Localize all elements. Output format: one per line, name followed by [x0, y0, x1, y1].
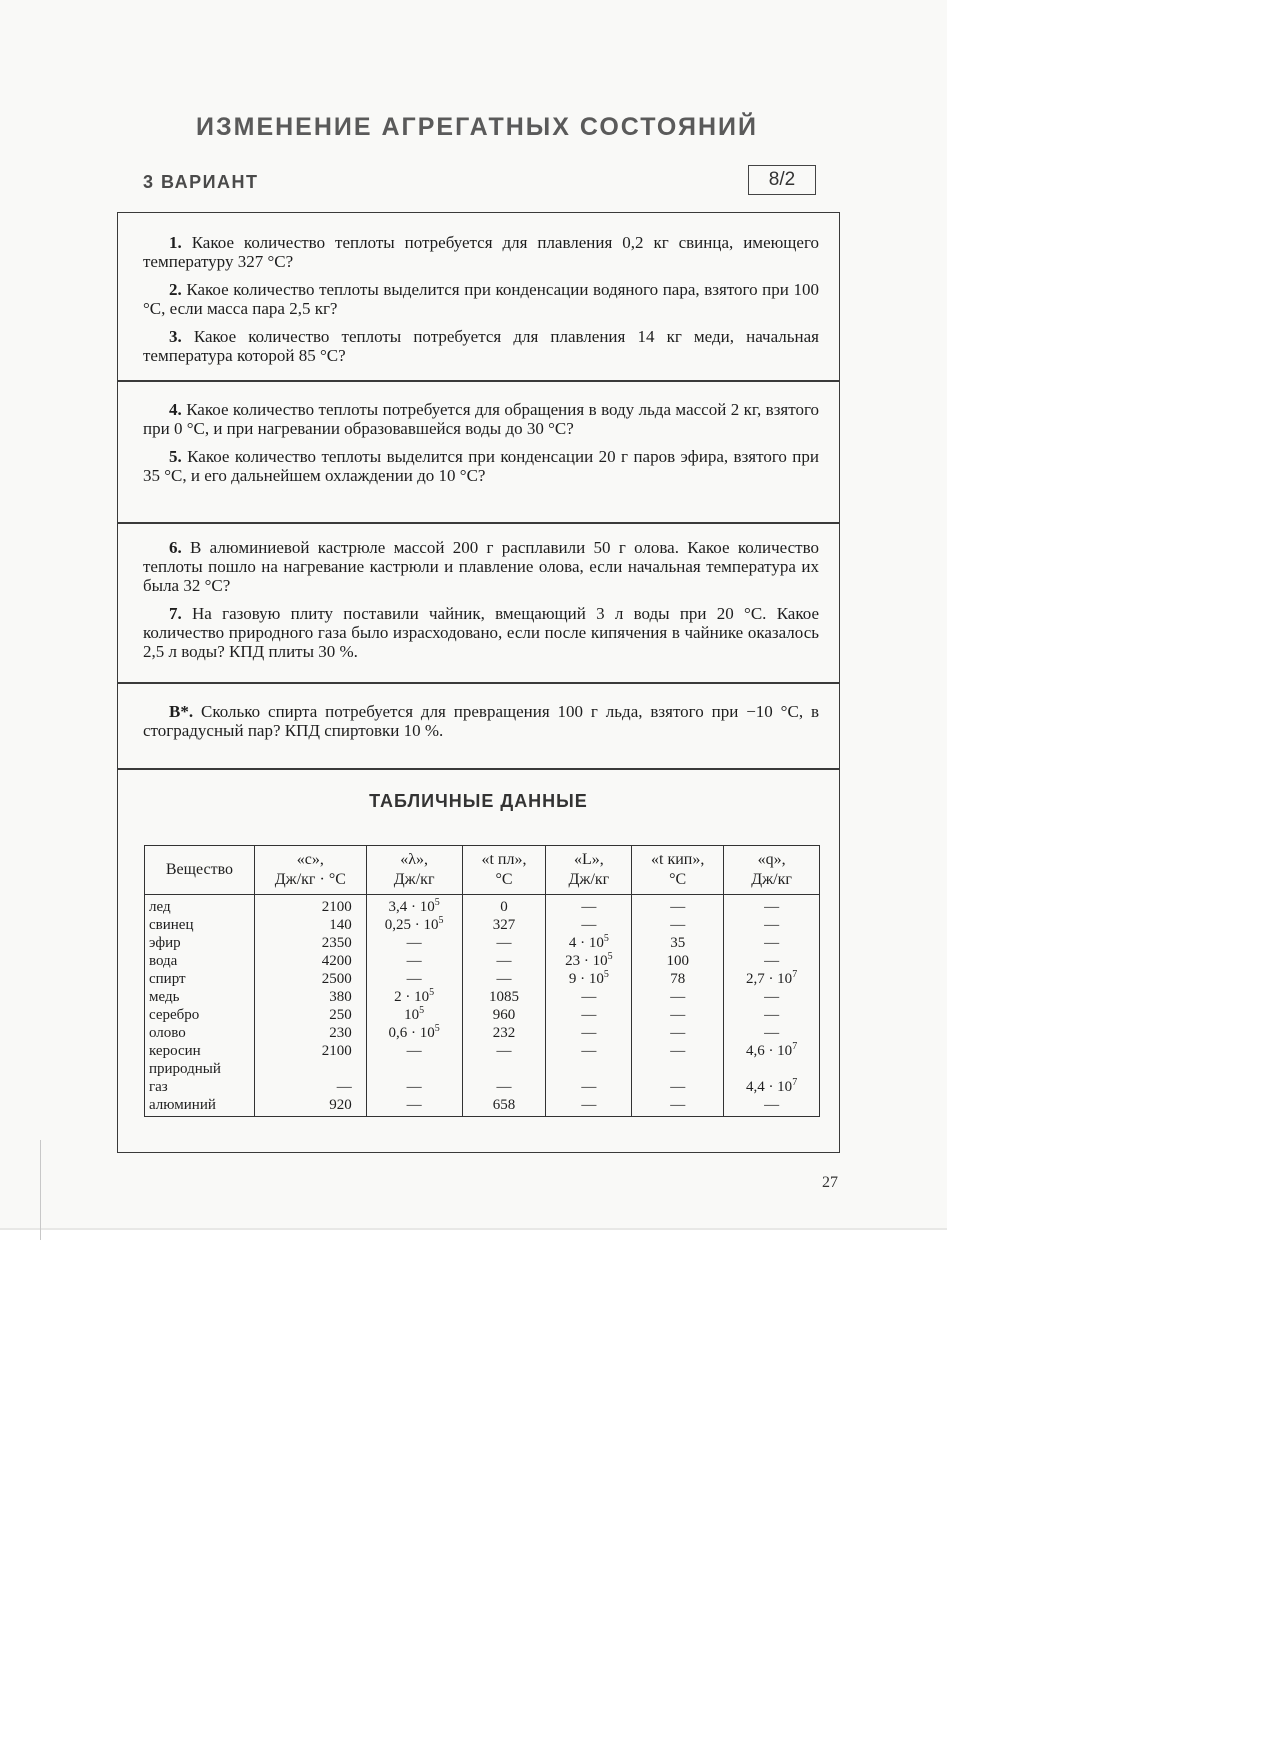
- task-group-4: [143, 702, 819, 749]
- table-cell: —: [366, 1096, 462, 1117]
- table-row: [145, 1096, 820, 1117]
- table-row: [145, 1006, 820, 1024]
- table-cell: $23 \cdot 10^5$: [546, 952, 632, 970]
- column-header: Вещество: [145, 846, 255, 895]
- table-cell: —: [366, 970, 462, 988]
- table-cell: —: [632, 1096, 724, 1117]
- table-cell: —: [366, 934, 462, 952]
- table-cell: серебро: [145, 1006, 255, 1024]
- table-cell: —: [366, 1078, 462, 1096]
- table-cell: [366, 1060, 462, 1078]
- table-cell: 960: [462, 1006, 546, 1024]
- column-header: «t кип», °С: [632, 846, 724, 895]
- task-item: 1. Какое количество теплоты потребуется для плавления 0,2 кг свинца, имеющего температуру 327 °С?: [143, 233, 819, 271]
- table-cell: —: [546, 1006, 632, 1024]
- table-cell: 658: [462, 1096, 546, 1117]
- table-cell: —: [632, 1042, 724, 1060]
- column-header: «λ», Дж/кг: [366, 846, 462, 895]
- table-cell: —: [546, 916, 632, 934]
- table-cell: 4200: [254, 952, 366, 970]
- table-cell: $3,4 \cdot 10^5$: [366, 895, 462, 917]
- table-cell: —: [462, 970, 546, 988]
- task-item: 4. Какое количество теплоты потребуется для обращения в воду льда массой 2 кг, взятого при 0 °С, и при нагревании образовавшейся воды до 30 °С?: [143, 400, 819, 438]
- page-edge: [0, 1228, 947, 1230]
- table-row: [145, 1060, 820, 1078]
- table-cell: 230: [254, 1024, 366, 1042]
- table-cell: —: [724, 1096, 820, 1117]
- table-cell: —: [546, 895, 632, 917]
- table-cell: 2100: [254, 1042, 366, 1060]
- table-cell: 140: [254, 916, 366, 934]
- task-item: 6. В алюминиевой кастрюле массой 200 г расплавили 50 г олова. Какое количество теплоты пошло на нагревание кастрюли и плавление олова, если начальная температура их была 32 °С?: [143, 538, 819, 595]
- table-cell: 0: [462, 895, 546, 917]
- table-cell: $10^5$: [366, 1006, 462, 1024]
- table-cell: [632, 1060, 724, 1078]
- table-row: [145, 970, 820, 988]
- table-row: [145, 952, 820, 970]
- table-title: ТАБЛИЧНЫЕ ДАННЫЕ: [369, 791, 588, 811]
- table-row: [145, 934, 820, 952]
- table-cell: [254, 1060, 366, 1078]
- table-cell: —: [546, 1078, 632, 1096]
- table-cell: медь: [145, 988, 255, 1006]
- table-cell: [462, 1060, 546, 1078]
- table-cell: —: [366, 952, 462, 970]
- section-divider: [117, 682, 840, 684]
- table-cell: керосин: [145, 1042, 255, 1060]
- table-cell: —: [724, 988, 820, 1006]
- table-cell: —: [546, 988, 632, 1006]
- column-header: «t пл», °С: [462, 846, 546, 895]
- task-group-3: [143, 538, 819, 670]
- table-cell: 35: [632, 934, 724, 952]
- task-group-2: [143, 400, 819, 494]
- margin-mark: [40, 1140, 41, 1240]
- table-cell: —: [724, 1024, 820, 1042]
- table-cell: —: [462, 952, 546, 970]
- table-cell: спирт: [145, 970, 255, 988]
- table-cell: —: [546, 1042, 632, 1060]
- table-cell: $4 \cdot 10^5$: [546, 934, 632, 952]
- table-cell: —: [546, 1096, 632, 1117]
- table-cell: свинец: [145, 916, 255, 934]
- table-cell: [546, 1060, 632, 1078]
- table-cell: —: [632, 895, 724, 917]
- column-header: «c», Дж/кг · °С: [254, 846, 366, 895]
- table-cell: эфир: [145, 934, 255, 952]
- table-cell: —: [724, 895, 820, 917]
- section-divider: [117, 768, 840, 770]
- table-cell: [724, 1060, 820, 1078]
- table-cell: $2,7 \cdot 10^7$: [724, 970, 820, 988]
- table-row: [145, 988, 820, 1006]
- table-cell: $0,6 \cdot 10^5$: [366, 1024, 462, 1042]
- table-cell: —: [724, 916, 820, 934]
- table-cell: $2 \cdot 10^5$: [366, 988, 462, 1006]
- task-item: 2. Какое количество теплоты выделится при конденсации водяного пара, взятого при 100 °С, если масса пара 2,5 кг?: [143, 280, 820, 318]
- table-cell: 380: [254, 988, 366, 1006]
- table-cell: 2100: [254, 895, 366, 917]
- table-cell: алюминий: [145, 1096, 255, 1117]
- table-cell: 2500: [254, 970, 366, 988]
- task-item: 3. Какое количество теплоты потребуется для плавления 14 кг меди, начальная температура которой 85 °С?: [143, 327, 819, 365]
- table-cell: $9 \cdot 10^5$: [546, 970, 632, 988]
- table-cell: —: [254, 1078, 366, 1096]
- table-cell: —: [366, 1042, 462, 1060]
- table-cell: 100: [632, 952, 724, 970]
- table-cell: 232: [462, 1024, 546, 1042]
- table-cell: природный: [145, 1060, 255, 1078]
- column-header: «q», Дж/кг: [724, 846, 820, 895]
- table-cell: —: [632, 1078, 724, 1096]
- variant-label: 3 ВАРИАНТ: [143, 172, 259, 192]
- table-cell: 1085: [462, 988, 546, 1006]
- table-cell: —: [724, 934, 820, 952]
- table-cell: —: [632, 1024, 724, 1042]
- table-body: [145, 895, 820, 1117]
- table-cell: олово: [145, 1024, 255, 1042]
- task-item: 7. На газовую плиту поставили чайник, вмещающий 3 л воды при 20 °С. Какое количество природного газа было израсходовано, если после кипячения в чайнике оказалось 2,5 л воды? КПД плиты 30 %.: [143, 604, 819, 661]
- table-row: [145, 916, 820, 934]
- task-item: В*. Сколько спирта потребуется для превращения 100 г льда, взятого при −10 °С, в стоградусный пар? КПД спиртовки 10 %.: [143, 702, 819, 740]
- table-cell: вода: [145, 952, 255, 970]
- table-header: [145, 846, 820, 895]
- table-row: [145, 895, 820, 917]
- table-cell: $0,25 \cdot 10^5$: [366, 916, 462, 934]
- table-cell: 78: [632, 970, 724, 988]
- section-divider: [117, 380, 840, 382]
- table-cell: 920: [254, 1096, 366, 1117]
- table-row: [145, 1042, 820, 1060]
- table-cell: —: [462, 934, 546, 952]
- table-cell: —: [462, 1078, 546, 1096]
- section-divider: [117, 522, 840, 524]
- table-cell: 250: [254, 1006, 366, 1024]
- table-cell: —: [462, 1042, 546, 1060]
- table-cell: —: [632, 916, 724, 934]
- task-item: 5. Какое количество теплоты выделится при конденсации 20 г паров эфира, взятого при 35 °С, и его дальнейшем охлаждении до 10 °С?: [143, 447, 819, 485]
- reference-data-table: [144, 845, 820, 1117]
- card-code-badge: 8/2: [748, 165, 816, 195]
- table-cell: $4,4 \cdot 10^7$: [724, 1078, 820, 1096]
- page-number: 27: [822, 1174, 838, 1191]
- table-row: [145, 1024, 820, 1042]
- table-row: [145, 1078, 820, 1096]
- table-cell: —: [724, 1006, 820, 1024]
- page-title: ИЗМЕНЕНИЕ АГРЕГАТНЫХ СОСТОЯНИЙ: [196, 113, 758, 141]
- table-cell: 2350: [254, 934, 366, 952]
- column-header: «L», Дж/кг: [546, 846, 632, 895]
- table-cell: лед: [145, 895, 255, 917]
- table-cell: газ: [145, 1078, 255, 1096]
- table-cell: —: [632, 1006, 724, 1024]
- table-cell: 327: [462, 916, 546, 934]
- table-cell: —: [546, 1024, 632, 1042]
- table-cell: —: [724, 952, 820, 970]
- table-cell: —: [632, 988, 724, 1006]
- task-group-1: [143, 233, 819, 374]
- table-cell: $4,6 \cdot 10^7$: [724, 1042, 820, 1060]
